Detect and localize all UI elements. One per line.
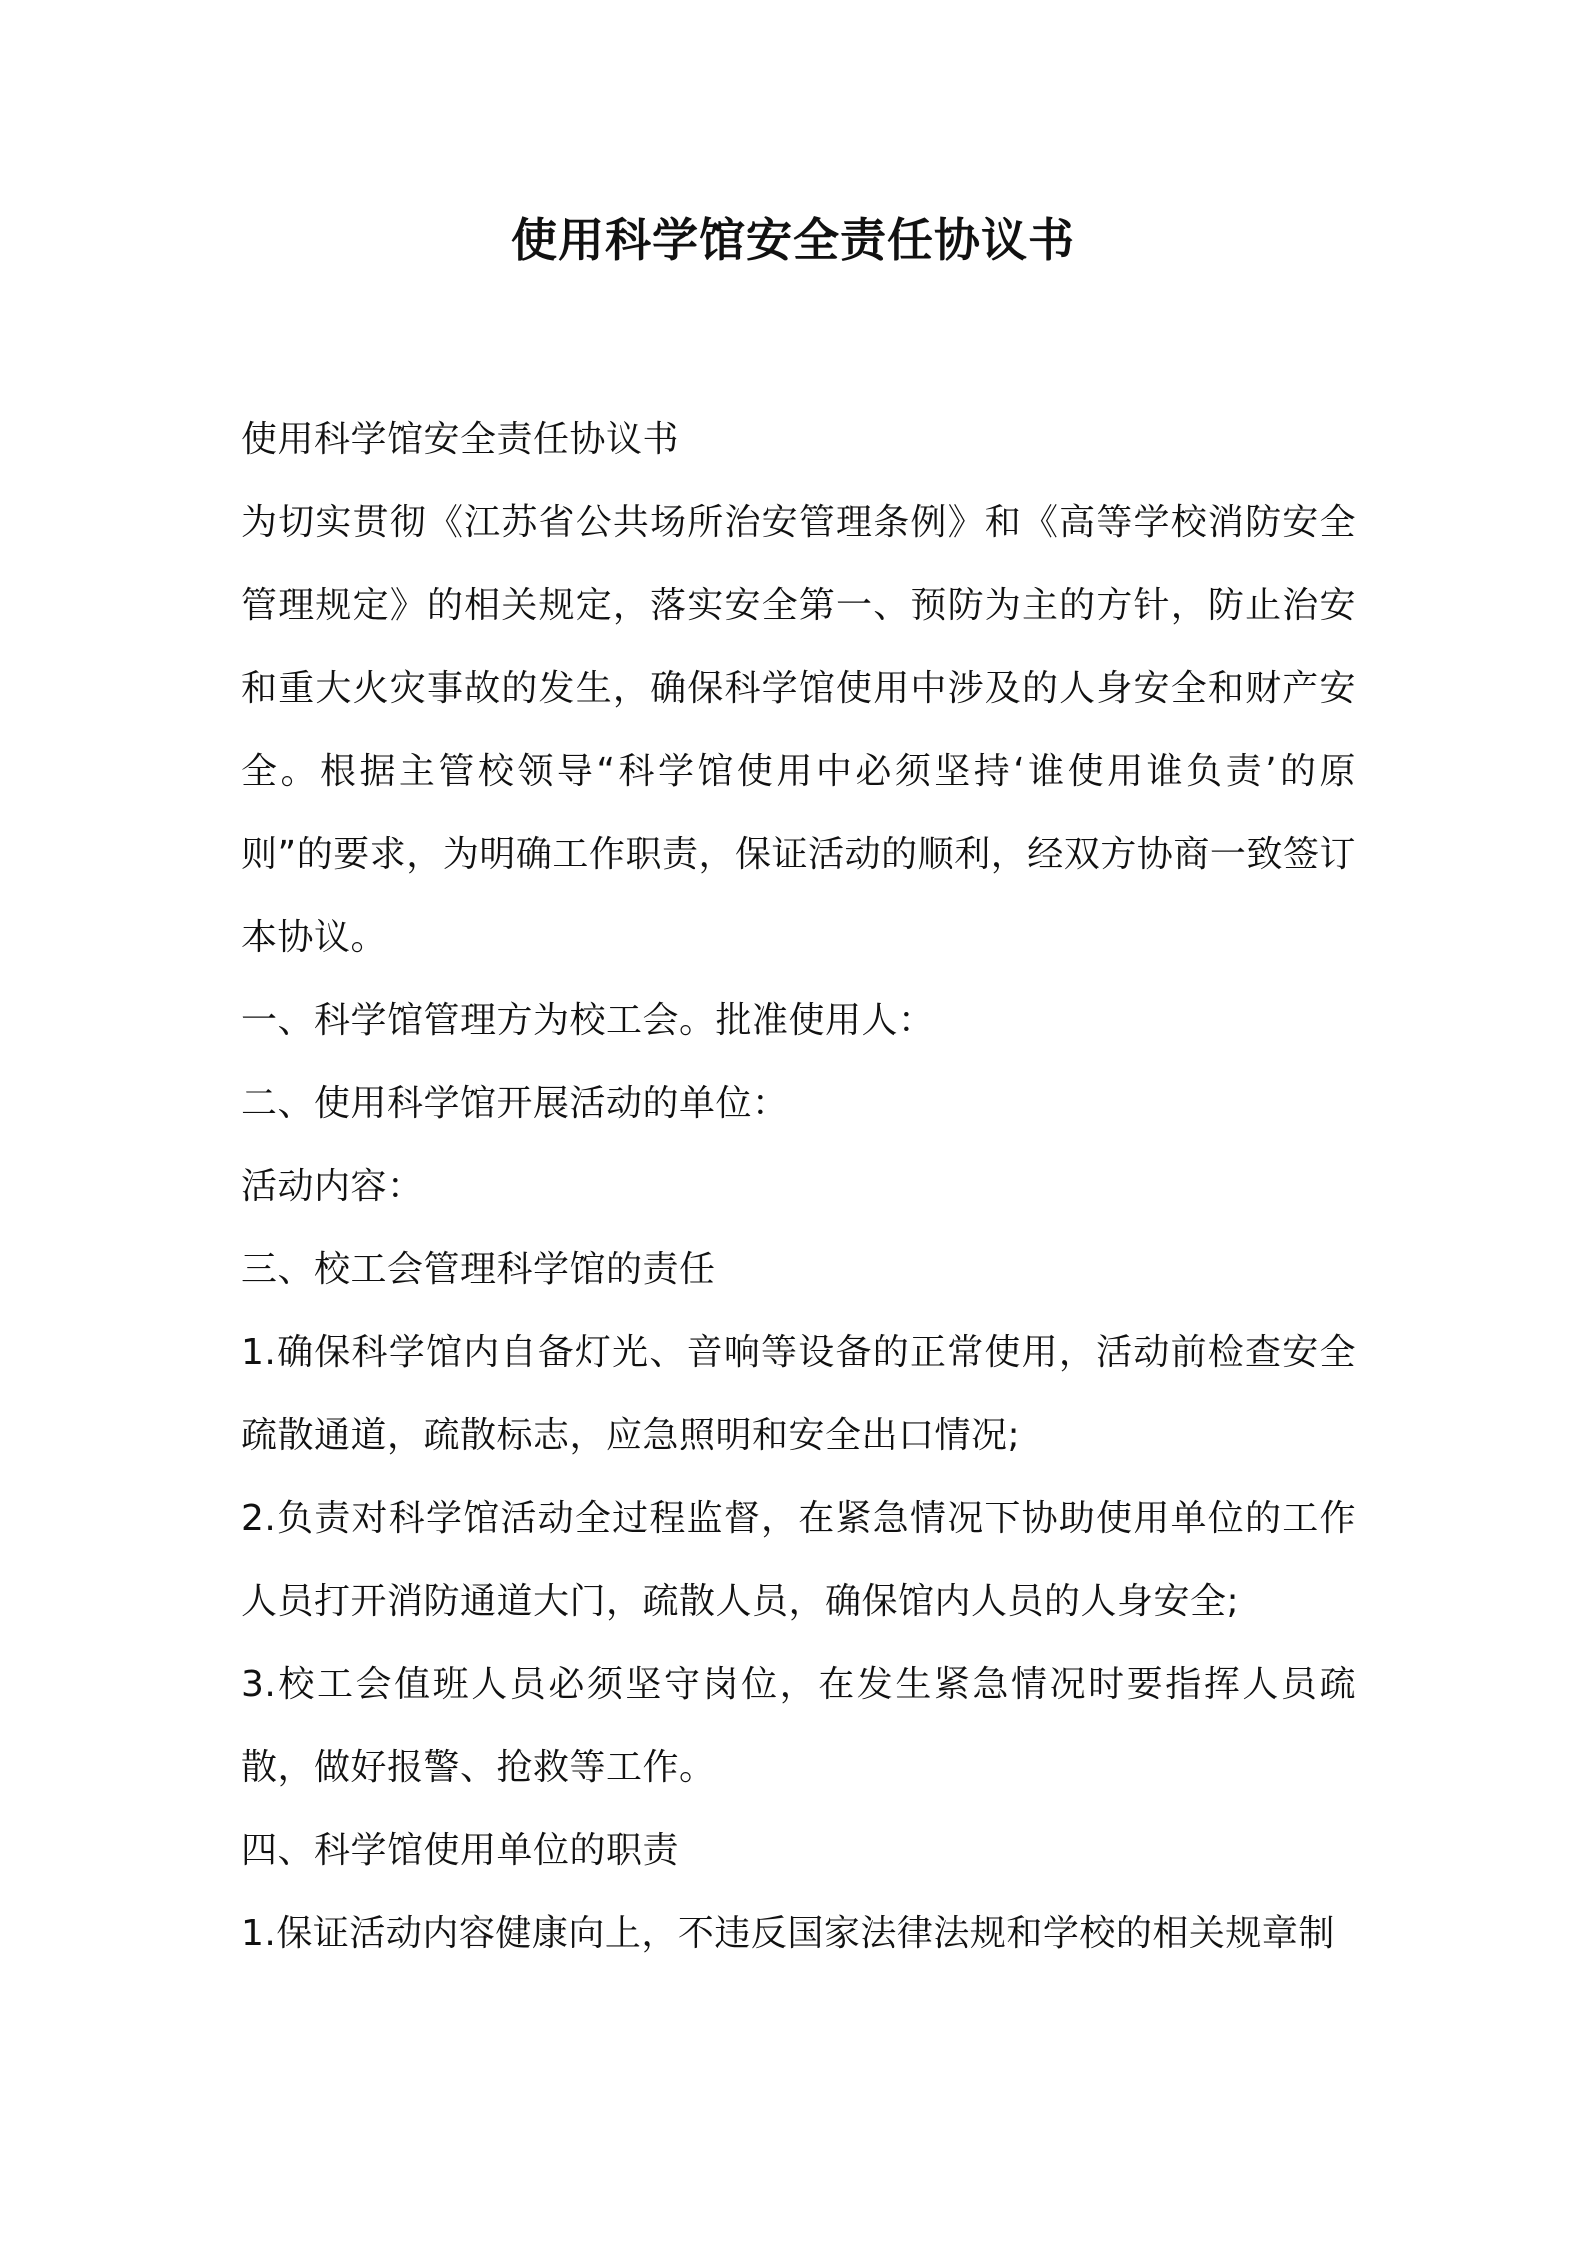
paragraph-item-4-1: 1.保证活动内容健康向上，不违反国家法律法规和学校的相关规章制: [241, 1913, 1335, 1954]
paragraph-section-3: 三、校工会管理科学馆的责任: [241, 1249, 716, 1290]
paragraph-heading: 使用科学馆安全责任协议书: [241, 419, 680, 460]
paragraph-item-3-1: 1.确保科学馆内自备灯光、音响等设备的正常使用，活动前检查安全疏散通道，疏散标志，应急照明和安全出口情况;: [241, 1332, 1356, 1456]
paragraph-activity-content: 活动内容：: [241, 1166, 424, 1207]
document-body: [241, 398, 1356, 1975]
paragraph-section-4: 四、科学馆使用单位的职责: [241, 1830, 680, 1871]
paragraph-section-1: 一、科学馆管理方为校工会。批准使用人：: [241, 1000, 935, 1041]
paragraph-item-3-2: 2.负责对科学馆活动全过程监督，在紧急情况下协助使用单位的工作人员打开消防通道大门，疏散人员，确保馆内人员的人身安全;: [241, 1498, 1356, 1622]
document-title: 使用科学馆安全责任协议书: [511, 213, 1075, 267]
paragraph-preamble: 为切实贯彻《江苏省公共场所治安管理条例》和《高等学校消防安全管理规定》的相关规定，落实安全第一、预防为主的方针，防止治安和重大火灾事故的发生，确保科学馆使用中涉及的人身安全和财产安全。根据主管校领导“科学馆使用中必须坚持‘谁使用谁负责’的原则”的要求，为明确工作职责，保证活动的顺利，经双方协商一致签订本协议。: [241, 502, 1356, 958]
paragraph-section-2: 二、使用科学馆开展活动的单位：: [241, 1083, 789, 1124]
paragraph-item-3-3: 3.校工会值班人员必须坚守岗位，在发生紧急情况时要指挥人员疏散，做好报警、抢救等工作。: [241, 1664, 1356, 1788]
